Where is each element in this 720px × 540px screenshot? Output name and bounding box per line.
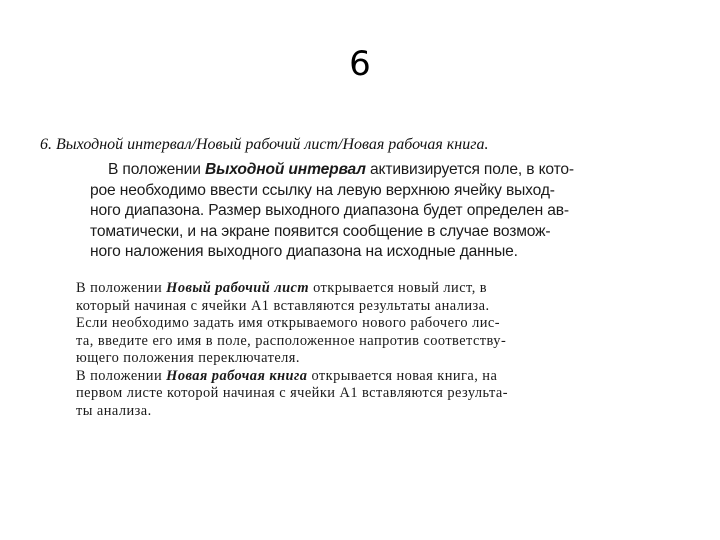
scan1-line-3: ного диапазона. Размер выходного диапазона будет определен ав- [90,202,569,220]
slide-number: 6 [349,44,371,84]
scan1-line-4: томатически, и на экране появится сообщение в случае возмож- [90,222,551,240]
scanned-text-block-new-sheet-book [70,280,622,420]
scan2-line-2: который начиная с ячейки A1 вставляются результаты анализа. [76,297,490,314]
term-new-worksheet: Новый рабочий лист [166,280,310,296]
term-new-workbook: Новая рабочая книга [166,367,308,384]
scan2-line-6: В положении Новая рабочая книга открывается новая книга, на [76,367,498,384]
scan2-line-7: первом листе которой начиная с ячейки A1 вставляются результа- [76,385,508,401]
scan2-line-5: ющего положения переключателя. [76,350,300,366]
scanned-text-block-output-range [70,160,622,264]
scan2-line-1: В положении Новый рабочий лист открывается новый лист, в [76,280,488,296]
term-output-range: Выходной интервал [204,161,366,178]
scan2-line-8: ты анализа. [76,402,152,419]
scan1-line-1: В положении Выходной интервал активизируется поле, в кото- [108,161,574,178]
scan2-line-4: та, введите его имя в поле, расположенное напротив соответству- [76,332,507,349]
figure-caption: 6. Выходной интервал/Новый рабочий лист/Новая рабочая книга. [40,136,489,153]
scan1-line-2: рое необходимо ввести ссылку на левую верхнюю ячейку выход- [90,181,555,199]
scan1-line-5: ного наложения выходного диапазона на исходные данные. [90,243,518,261]
scan2-line-3: Если необходимо задать имя открываемого нового рабочего лис- [76,315,500,331]
